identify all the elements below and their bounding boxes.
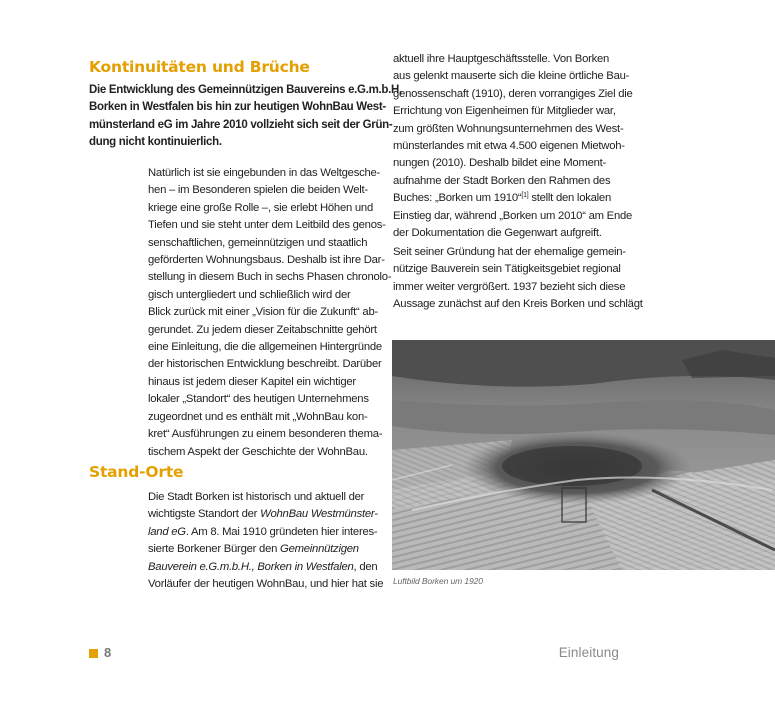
section-heading-stand-orte: Stand-Orte (89, 463, 184, 481)
body-line: tischem Aspekt der Geschichte der WohnBau. (148, 445, 368, 458)
lead-line: Die Entwicklung des Gemeinnützigen Bauvereins e.G.m.b.H, (89, 84, 402, 96)
photo-caption: Luftbild Borken um 1920 (393, 576, 483, 586)
section-heading-kontinuitaeten: Kontinuitäten und Brüche (89, 58, 310, 76)
association-name-italic: Gemeinnützigen (280, 543, 359, 556)
body-paragraph-stand-orte (148, 489, 383, 593)
body-line: nützige Bauverein sein Tätigkeitsgebiet regional (393, 263, 621, 276)
body-line: der Dokumentation die Gegenwart aufgreift. (393, 227, 602, 240)
body-line: Errichtung von Eigenheimen für Mitglieder war, (393, 105, 616, 118)
lead-line: dung nicht kontinuierlich. (89, 136, 222, 149)
body-line: Einstieg dar, während „Borken um 2010“ am Ende (393, 209, 633, 222)
body-line: kret“ Ausführungen zu einem besonderen thema- (148, 428, 383, 441)
running-section-title: Einleitung (558, 645, 619, 660)
body-line: lokaler „Standort“ des heutigen Unternehmens (148, 393, 369, 406)
right-column-paragraph-2 (393, 244, 643, 314)
lead-paragraph (89, 82, 402, 152)
body-line: immer weiter vergrößert. 1937 bezieht sich diese (393, 280, 626, 293)
body-line: senschaftlichen, gemeinnützigen und staatlich (148, 236, 368, 249)
body-line: kriege eine große Rolle –, sie erlebt Höhen und (148, 201, 373, 214)
page-marker-square (89, 649, 98, 658)
body-line: sierte Borkener Bürger den Gemeinnützigen (148, 543, 359, 556)
body-line: Aussage zunächst auf den Kreis Borken und schlägt (393, 298, 643, 311)
body-line: gerundet. Zu jedem dieser Zeitabschnitte gehört (148, 323, 377, 336)
body-line: hinaus ist jedem dieser Kapitel ein wichtiger (148, 375, 356, 388)
body-paragraph-intro (148, 165, 391, 461)
body-line: Vorläufer der heutigen WohnBau, und hier hat sie (148, 578, 384, 591)
lead-line: Borken in Westfalen bis hin zur heutigen WohnBau West- (89, 101, 386, 114)
aerial-photo-borken (392, 340, 775, 570)
page-number: 8 (104, 645, 112, 660)
company-name-italic: land eG (148, 525, 186, 538)
body-line: Die Stadt Borken ist historisch und aktuell der (148, 491, 365, 503)
body-line: wichtigste Standort der WohnBau Westmünster- (148, 508, 378, 521)
right-column-paragraph-1 (393, 51, 633, 242)
company-name-italic: WohnBau Westmünster- (260, 508, 378, 521)
lead-line: münsterland eG im Jahre 2010 vollzieht sich seit der Grün- (89, 118, 393, 131)
footnote-reference[interactable]: [1] (521, 192, 529, 200)
body-line: land eG. Am 8. Mai 1910 gründeten hier interes- (148, 525, 378, 538)
body-line: Blick zurück mit einer „Vision für die Zukunft“ ab- (148, 306, 379, 319)
body-line: zugeordnet und es enthält mit „WohnBau kon- (148, 410, 368, 423)
body-line: aus gelenkt mauserte sich die kleine örtliche Bau- (393, 70, 630, 83)
body-line: gisch untergliedert und schließlich wird der (148, 288, 351, 301)
body-line: zum größten Wohnungsunternehmen des West- (393, 122, 624, 135)
body-line: aufnahme der Stadt Borken den Rahmen des (393, 174, 611, 187)
body-line: der historischen Entwicklung beschreibt. Darüber (148, 358, 382, 371)
body-line: münsterlandes mit etwa 4.500 eigenen Mietwoh- (393, 140, 625, 153)
body-line: hen – im Besonderen spielen die beiden Welt- (148, 184, 368, 197)
body-line: aktuell ihre Hauptgeschäftsstelle. Von Borken (393, 53, 610, 65)
association-name-italic: Bauverein e.G.m.b.H., Borken in Westfalen (148, 560, 354, 573)
body-line: Natürlich ist sie eingebunden in das Weltgesche- (148, 167, 381, 179)
body-line: geförderten Wohnungsbaus. Deshalb ist ihre Dar- (148, 254, 385, 267)
body-line: genossenschaft (1910), deren vorrangiges Ziel die (393, 87, 633, 100)
body-line: eine Einleitung, die die allgemeinen Hintergründe (148, 341, 382, 354)
body-line: Seit seiner Gründung hat der ehemalige gemein- (393, 246, 626, 258)
body-line: Tiefen und sie steht unter dem Leitbild des genos- (148, 219, 386, 232)
body-line: stellung in diesem Buch in sechs Phasen chronolo- (148, 271, 392, 284)
body-line: Buches: „Borken um 1910“[1] stellt den lokalen (393, 192, 611, 205)
body-line: Bauverein e.G.m.b.H., Borken in Westfalen, den (148, 560, 378, 573)
body-line: nungen (2010). Deshalb bildet eine Moment- (393, 157, 607, 170)
